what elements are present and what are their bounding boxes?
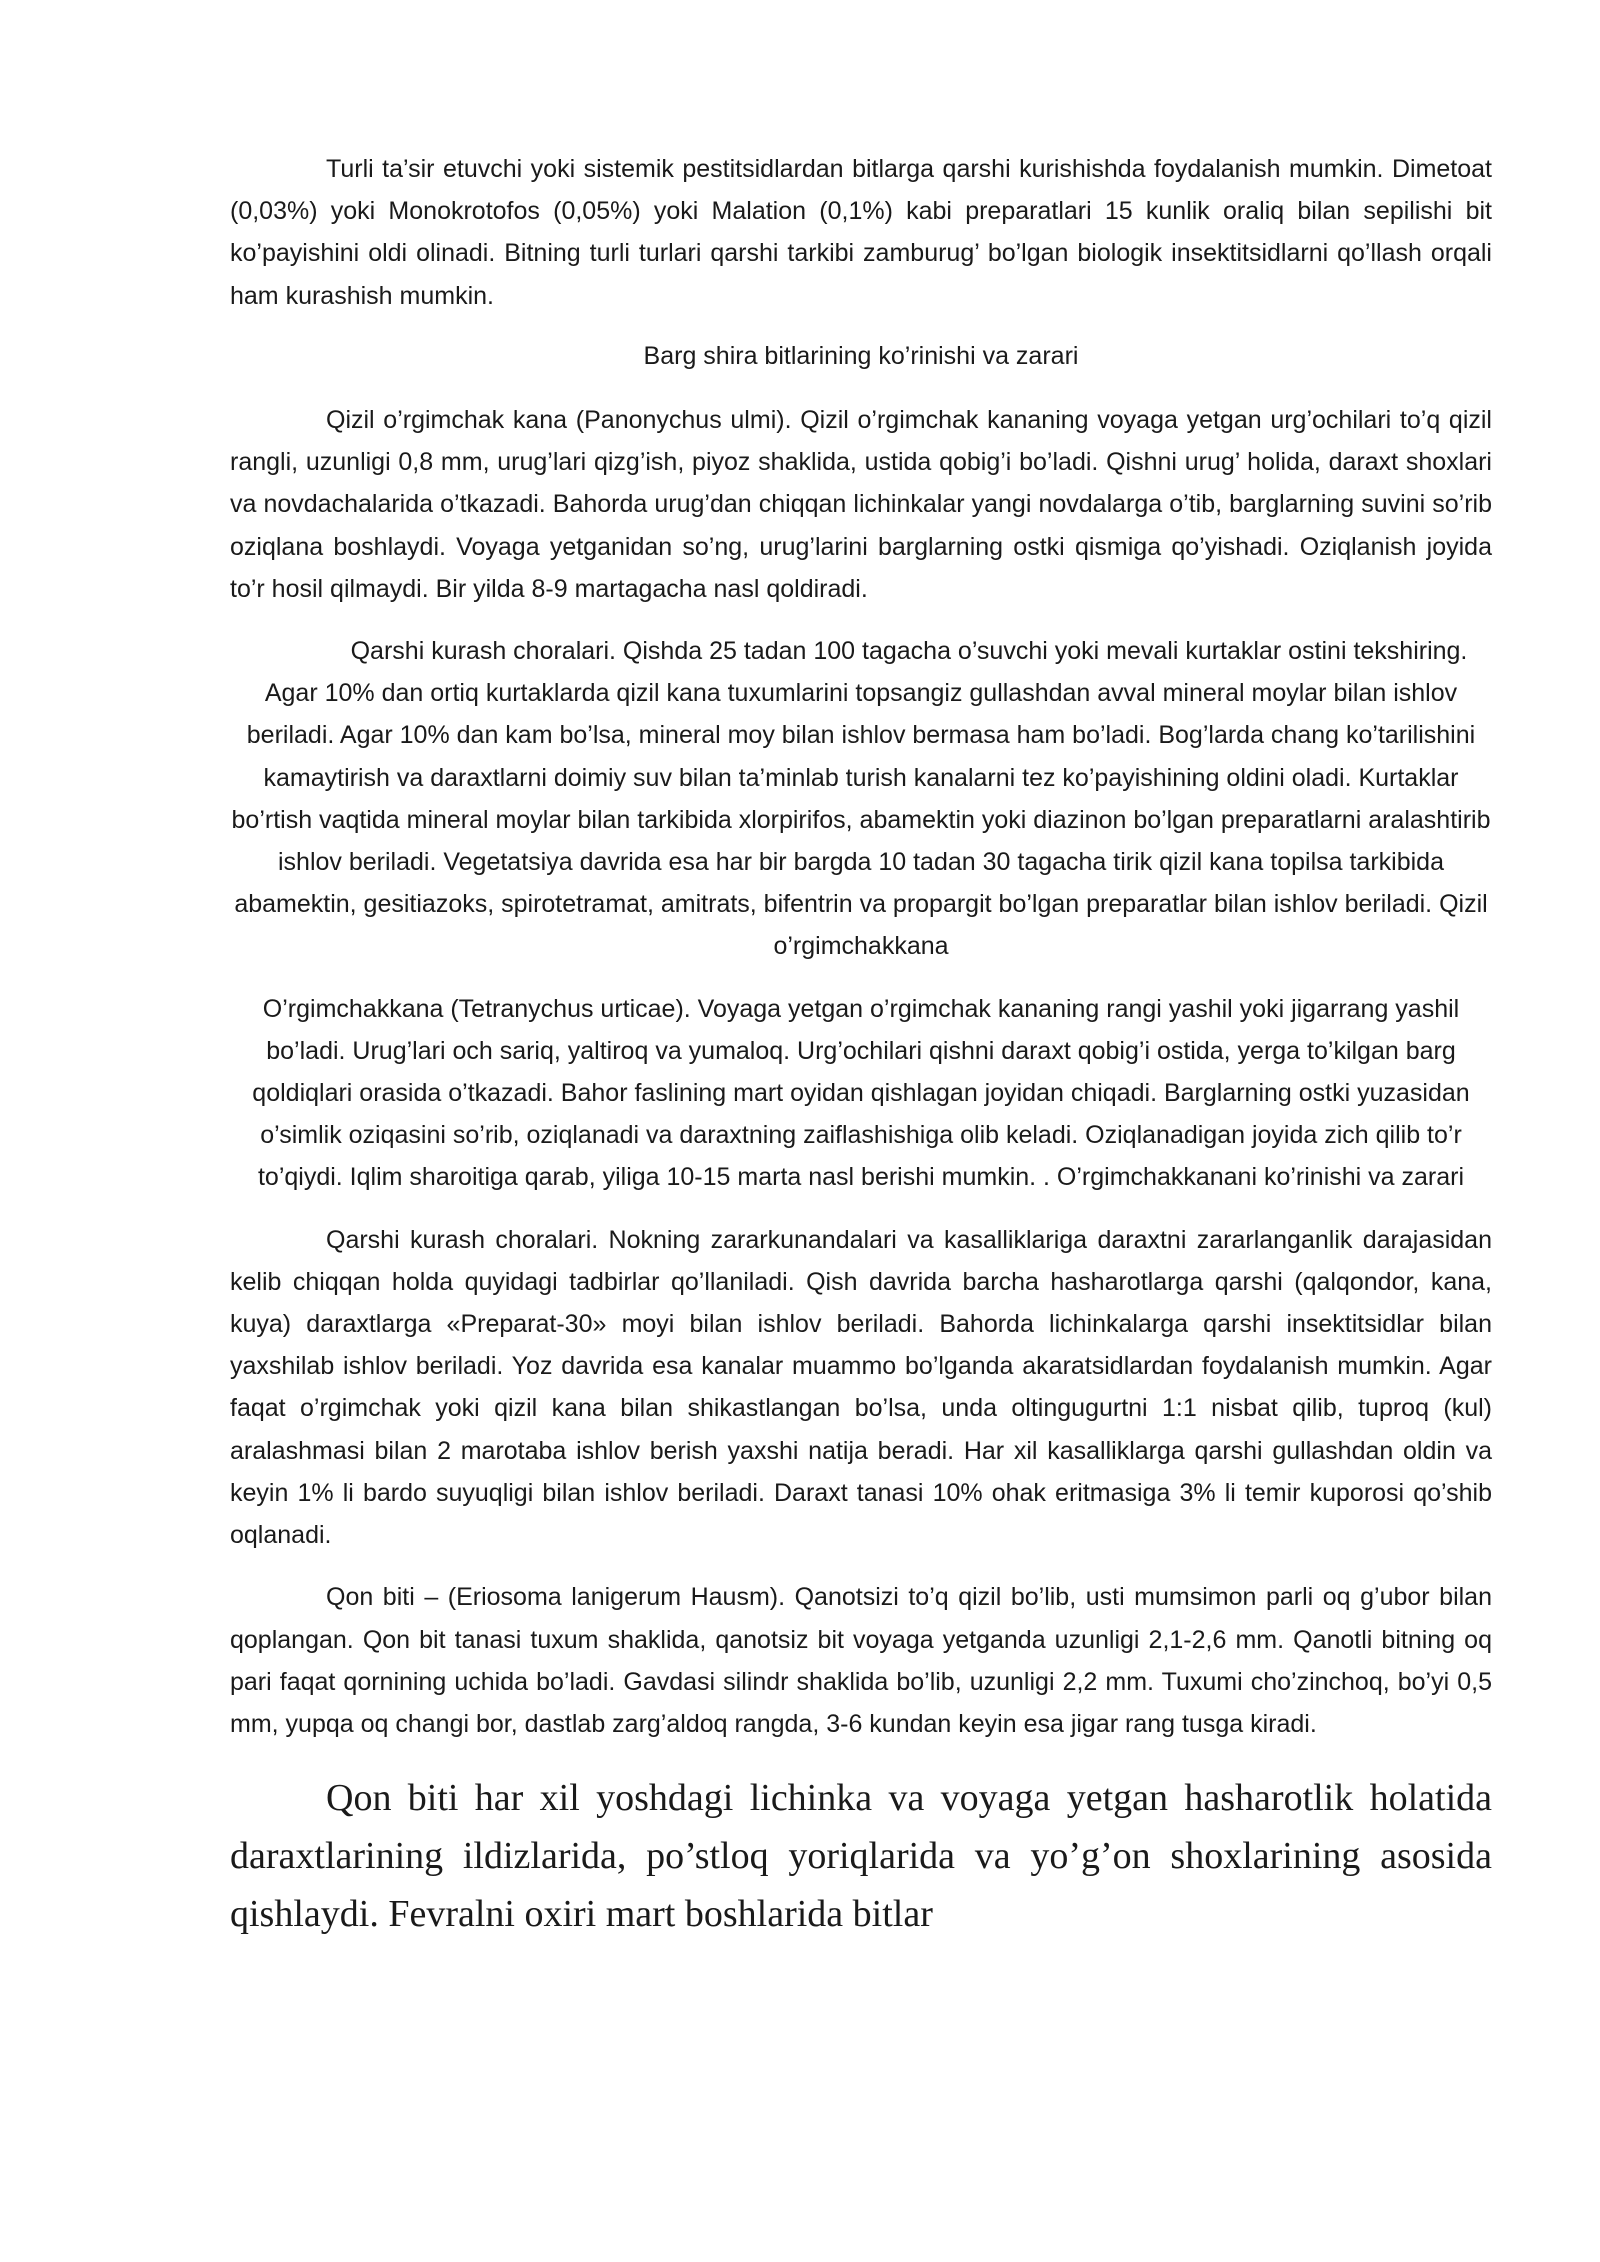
paragraph-woolly-aphid-wintering: Qon biti har xil yoshdagi lichinka va voyaga yetgan hasharotlik holatida daraxtlarining ildizlarida, po’stloq yoriqlarida va yo’g’on shoxlarining asosida qishlaydi. Fevralni oxiri mart boshlarida bitlar (230, 1777, 1492, 1936)
paragraph-pesticides: Turli ta’sir etuvchi yoki sistemik pestitsidlardan bitlarga qarshi kurishishda foydalanish mumkin. Dimetoat (0,03%) yoki Monokrotofos (0,05%) yoki Malation (0,1%) kabi preparatlari 15 kunlik oraliq bilan sepilishi bit ko’payishini oldi olinadi. Bitning turli turlari qarshi tarkibi zamburug’ bo’lgan biologik insektitsidlarni qo’llash orqali ham kurashish mumkin. (230, 155, 1492, 310)
paragraph-woolly-aphid: Qon biti – (Eriosoma lanigerum Hausm). Qanotsizi to’q qizil bo’lib, usti mumsimon parli oq g’ubor bilan qoplangan. Qon bit tanasi tuxum shaklida, qanotsiz bit voyaga yetganda uzunligi 2,1-2,6 mm. Qanotli bitning oq pari faqat qornining uchida bo’ladi. Gavdasi silindr shaklida bo’lib, uzunligi 2,2 mm. Tuxumi cho’zinchoq, bo’yi 0,5 mm, yupqa oq changi bor, dastlab zarg’aldoq rangda, 3-6 kundan keyin esa jigar rang tusga kiradi. (230, 1583, 1492, 1738)
paragraph-red-spider-mite: Qizil o’rgimchak kana (Panonychus ulmi). Qizil o’rgimchak kananing voyaga yetgan urg’ochilari to’q qizil rangli, uzunligi 0,8 mm, urug’lari qizg’ish, piyoz shaklida, ustida qobig’i bo’ladi. Qishni urug’ holida, daraxt shoxlari va novdachalarida o’tkazadi. Bahorda urug’dan chiqqan lichinkalar yangi novdalarga o’tib, barglarning suvini so’rib oziqlana boshlaydi. Voyaga yetganidan so’ng, urug’larini barglarning ostki qismiga qo’yishadi. Oziqlanish joyida to’r hosil qilmaydi. Bir yilda 8-9 martagacha nasl qoldiradi. (230, 406, 1492, 603)
paragraph-spider-mite: O’rgimchakkana (Tetranychus urticae). Voyaga yetgan o’rgimchak kananing rangi yashil yoki jigarrang yashil bo’ladi. Urug’lari och sariq, yaltiroq va yumaloq. Urg’ochilari qishni daraxt qobig’i ostida, yerga to’kilgan barg qoldiqlari orasida o’tkazadi. Bahor faslining mart oyidan qishlagan joyidan chiqadi. Barglarning ostki yuzasidan o’simlik oziqasini so’rib, oziqlanadi va daraxtning zaiflashishiga olib keladi. Oziqlanadigan joyida zich qilib to’r to’qiydi. Iqlim sharoitiga qarab, yiliga 10-15 marta nasl berishi mumkin. . O’rgimchakkanani ko’rinishi va zarari (252, 994, 1470, 1192)
caption-aphids: Barg shira bitlarining ko’rinishi va zarari (643, 341, 1079, 370)
paragraph-control-measures-2: Qarshi kurash choralari. Nokning zararkunandalari va kasalliklariga daraxtni zararlanganlik darajasidan kelib chiqqan holda quyidagi tadbirlar qo’llaniladi. Qish davrida barcha hasharotlarga qarshi (qalqondor, kana, kuya) daraxtlarga «Preparat-30» moyi bilan ishlov beriladi. Bahorda lichinkalarga qarshi insektitsidlar bilan yaxshilab ishlov beriladi. Yoz davrida esa kanalar muammo bo’lganda akaratsidlardan foydalanish mumkin. Agar faqat o’rgimchak yoki qizil kana bilan shikastlangan bo’lsa, unda oltingugurtni 1:1 nisbat qilib, tuproq (kul) aralashmasi bilan 2 marotaba ishlov berish yaxshi natija beradi. Har xil kasalliklarga qarshi gullashdan oldin va keyin 1% li bardo suyuqligi bilan ishlov beriladi. Daraxt tanasi 10% ohak eritmasiga 3% li temir kuporosi qo’shib oqlanadi. (230, 1225, 1492, 1550)
document-page (230, 148, 1492, 1943)
paragraph-control-measures-1: Qarshi kurash choralari. Qishda 25 tadan 100 tagacha o’suvchi yoki mevali kurtaklar ostini tekshiring. Agar 10% dan ortiq kurtaklarda qizil kana tuxumlarini topsangiz gullashdan avval mineral moylar bilan ishlov beriladi. Agar 10% dan kam bo’lsa, mineral moy bilan ishlov bermasa ham bo’ladi. Bog’larda chang ko’tarilishini kamaytirish va daraxtlarni doimiy suv bilan ta’minlab turish kanalarni tez ko’payishining oldini oladi. Kurtaklar bo’rtish vaqtida mineral moylar bilan tarkibida xlorpirifos, abamektin yoki diazinon bo’lgan preparatlarni aralashtirib ishlov beriladi. Vegetatsiya davrida esa har bir bargda 10 tadan 30 tagacha tirik qizil kana topilsa tarkibida abamektin, gesitiazoks, spirotetramat, amitrats, bifentrin va propargit bo’lgan preparatlar bilan ishlov beriladi. Qizil o’rgimchakkana (231, 637, 1491, 961)
